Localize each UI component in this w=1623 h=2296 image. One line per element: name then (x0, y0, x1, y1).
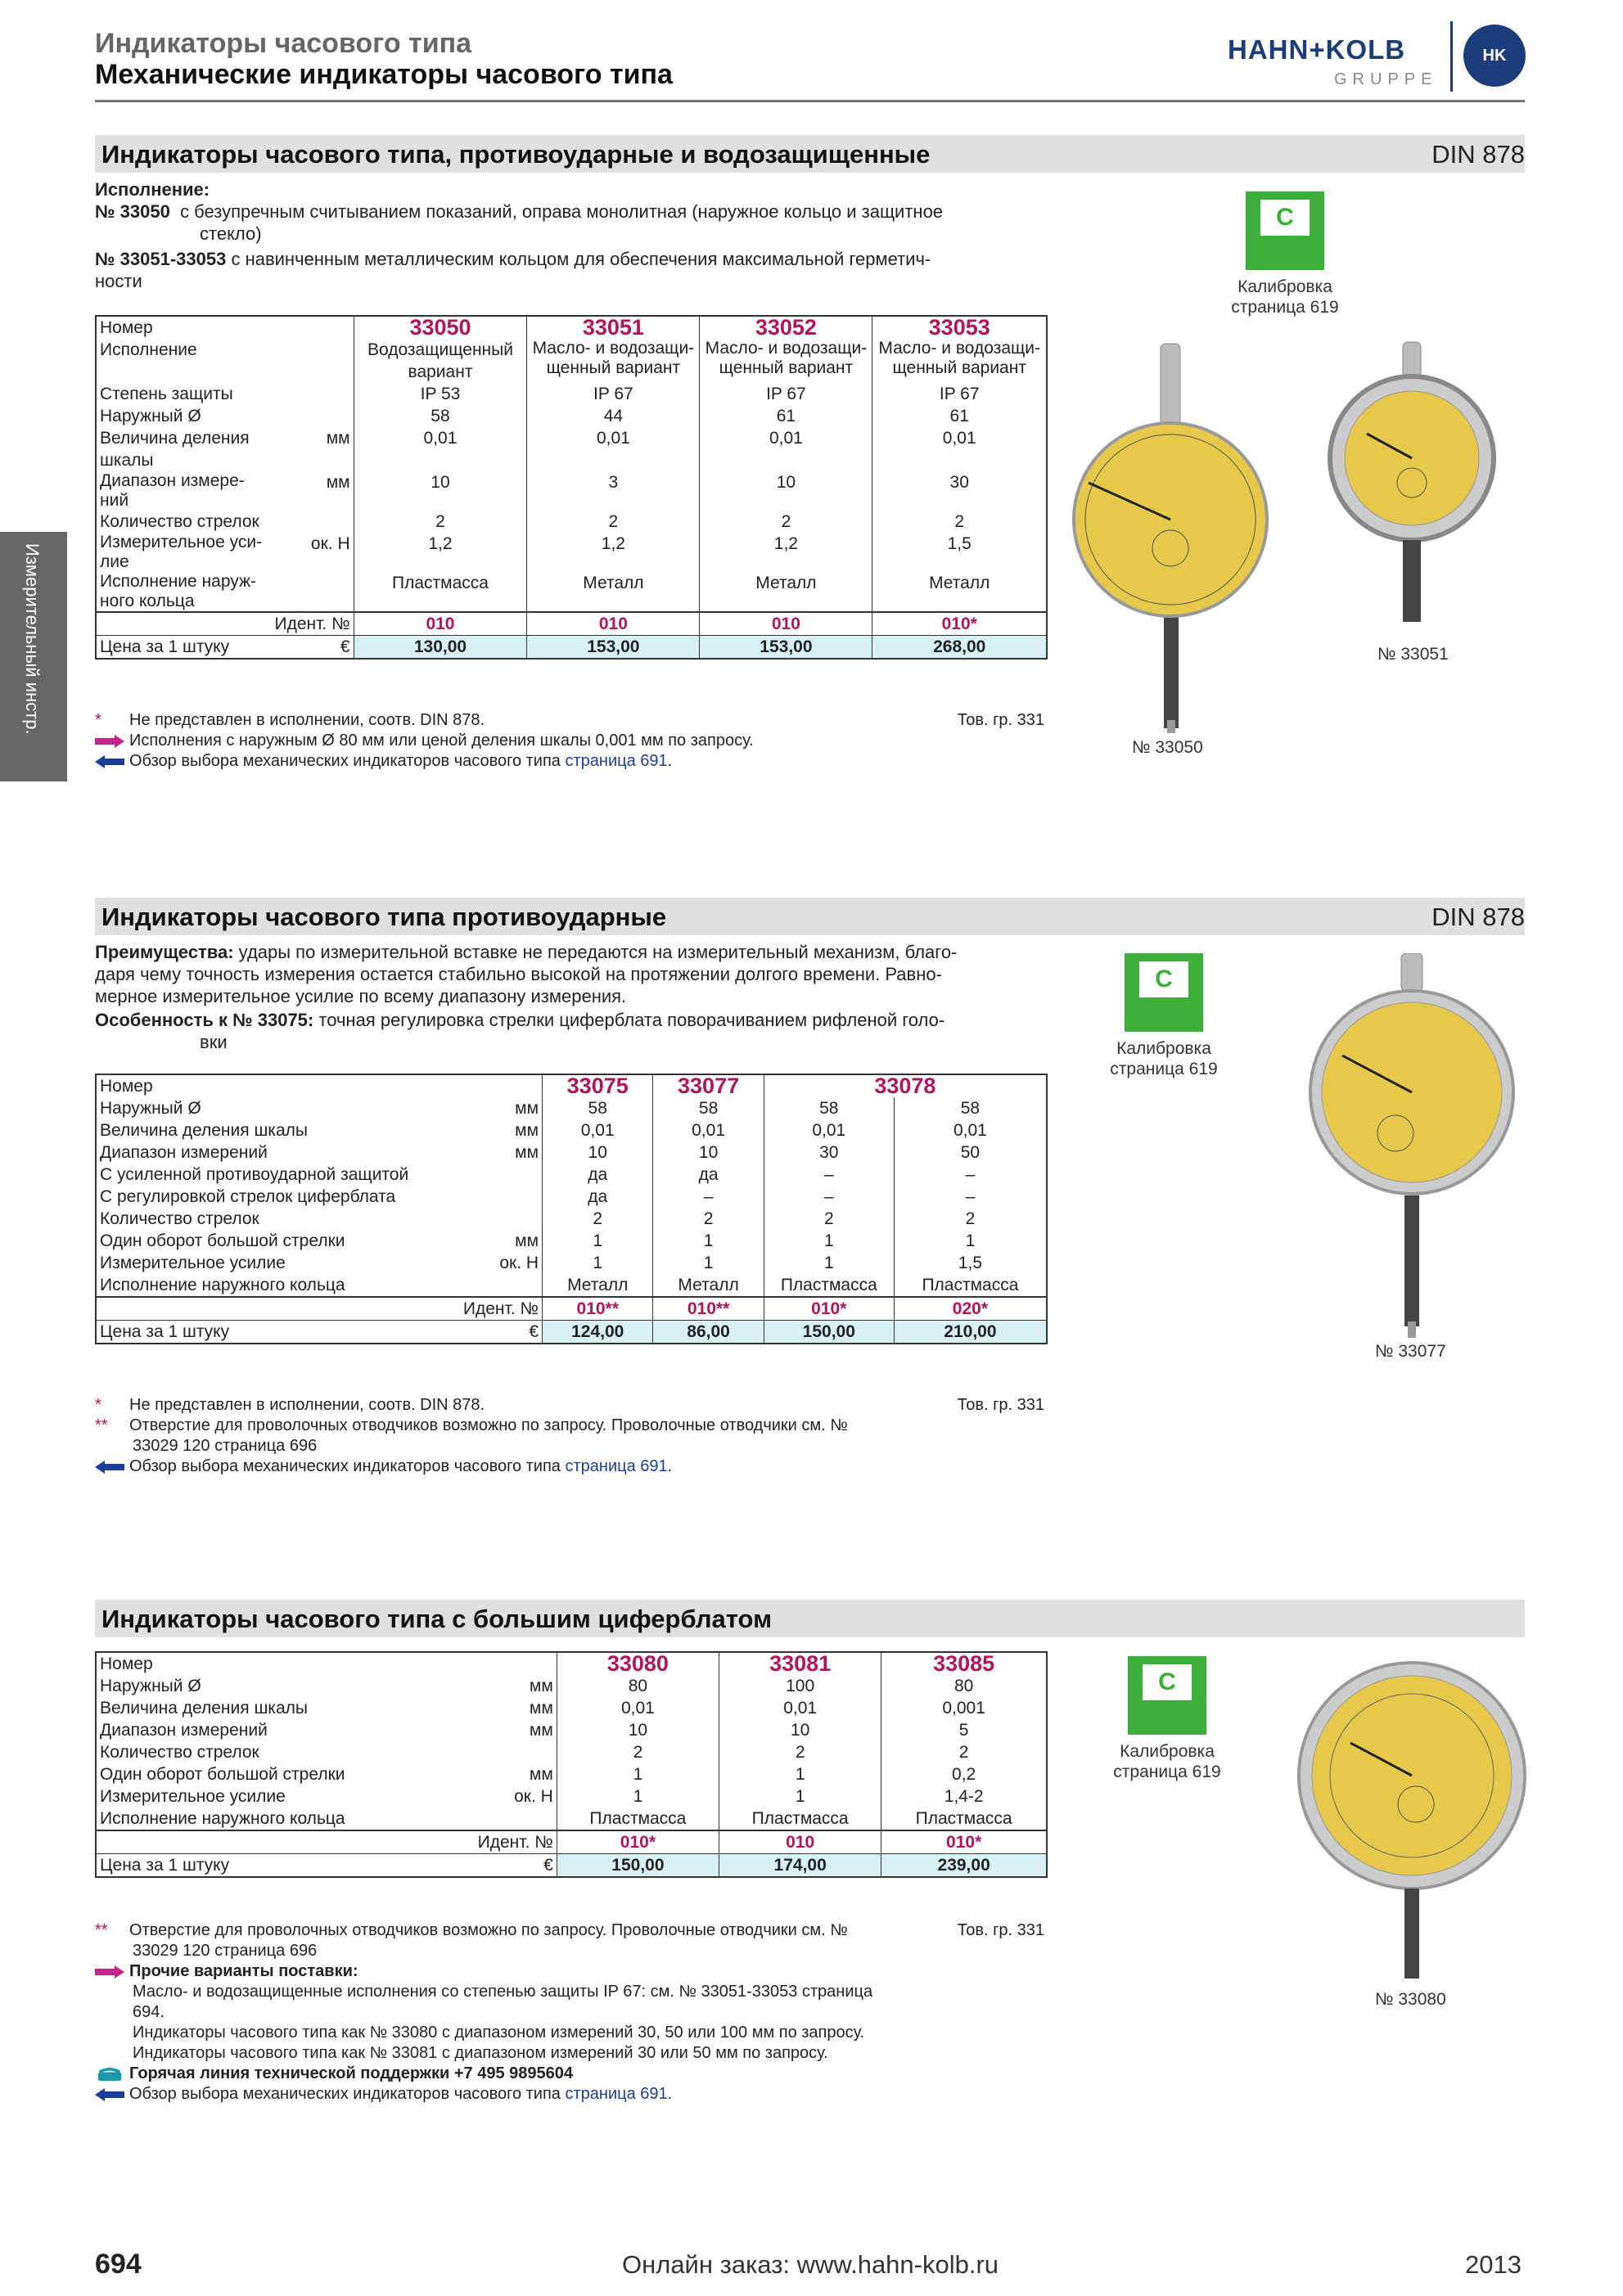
currency-symbol: € (460, 1321, 543, 1344)
calibration-badge[interactable]: C Калибровка страница 619 (1228, 191, 1342, 317)
row-value: 44 (527, 405, 700, 427)
row-value: Масло- и водозащи-щенный вариант (527, 339, 700, 383)
section2-table (95, 1074, 1048, 1344)
row-value: 1 (764, 1252, 894, 1274)
row-unit (475, 1741, 557, 1763)
section1-band (95, 135, 1525, 173)
row-value: Пластмасса (557, 1808, 719, 1830)
row-unit (460, 1208, 543, 1230)
blue-arrow-icon (95, 2088, 124, 2101)
row-unit: мм (515, 1099, 539, 1118)
exec1: № 33050 с безупречным считыванием показаний, оправа монолитная (наружное кольцо и защитное (95, 201, 944, 222)
table-row (96, 1141, 1047, 1164)
row-value: 5 (881, 1719, 1047, 1741)
product-number: 33081 (719, 1652, 881, 1675)
section3-table (95, 1651, 1048, 1878)
row-value: 1 (764, 1230, 894, 1252)
row-value: 0,01 (894, 1119, 1047, 1141)
row-value: Водозащищенный вариант (354, 339, 527, 383)
row-label: Исполнение наруж-ного кольца (100, 572, 257, 610)
row-unit: мм (529, 1721, 553, 1740)
price-value: 150,00 (764, 1321, 894, 1344)
number-label: Номер (100, 1654, 153, 1673)
calibration-badge[interactable]: C Калибровка страница 619 (1110, 1656, 1224, 1782)
table-row (96, 1741, 1047, 1763)
row-value: 2 (719, 1741, 881, 1763)
table-row (96, 572, 1047, 612)
table-row (96, 511, 1047, 533)
row-value: – (894, 1164, 1047, 1186)
header-title: Механические индикаторы часового типа (95, 59, 673, 90)
row-label: Диапазон измере-ний (100, 471, 245, 510)
row-value: Пластмасса (894, 1274, 1047, 1297)
row-value: 2 (543, 1208, 653, 1230)
hahn-kolb-logo (1228, 21, 1531, 95)
row-value: Пластмасса (764, 1274, 894, 1297)
s3-hotline: Горячая линия технической поддержки +7 495 9895604 (95, 2064, 1044, 2084)
product-number: 33080 (557, 1652, 719, 1675)
ident-value: 010 (354, 612, 527, 636)
table-row (96, 1719, 1047, 1741)
row-value: Металл (543, 1274, 653, 1297)
blue-arrow-icon (95, 755, 124, 768)
ident-row (96, 1297, 1047, 1321)
row-value: 1,5 (894, 1252, 1047, 1274)
row-value: IP 67 (700, 383, 872, 405)
ident-value: 010* (881, 1830, 1047, 1854)
row-unit: мм (515, 1143, 539, 1162)
ident-empty (96, 612, 271, 636)
row-unit: ок. Н (514, 1787, 553, 1806)
logo-mark: HK (1463, 25, 1526, 87)
row-value: 3 (527, 471, 700, 511)
ident-label: Идент. № (475, 1830, 557, 1854)
row-value: 1 (543, 1252, 653, 1274)
section3-band (95, 1600, 1525, 1637)
price-label: Цена за 1 штуку (96, 1854, 475, 1878)
number-label: Номер (100, 1077, 153, 1096)
s2-note2b: 33029 120 страница 696 (133, 1437, 318, 1455)
caption-33050: № 33050 (1132, 738, 1203, 757)
s1-note3[interactable]: Обзор выбора механических индикаторов часового типа страница 691. (95, 751, 1044, 772)
row-value: 58 (354, 405, 527, 427)
row-value: 10 (653, 1141, 764, 1164)
s2-note1: * Не представлен в исполнении, соотв. DIN 878. Тов. гр. 331 (95, 1396, 1044, 1414)
section1-din: DIN 878 (1431, 140, 1525, 169)
row-value: 0,01 (872, 427, 1047, 471)
logo-text: HAHN+KOLB (1228, 34, 1406, 65)
calibration-c-icon: C (1128, 1656, 1206, 1735)
ident-row (96, 1830, 1047, 1854)
row-label: Величина деления шкалы (100, 429, 250, 470)
row-value: Металл (527, 572, 700, 612)
row-label: Диапазон измерений (100, 1143, 268, 1162)
row-label: Степень защиты (100, 385, 233, 403)
row-value: 0,01 (543, 1119, 653, 1141)
gauge-33080-image (1293, 1653, 1531, 1988)
row-value: да (653, 1164, 764, 1186)
pink-arrow-icon (95, 735, 124, 748)
adv-line1: Преимущества: удары по измерительной вставке не передаются на измерительный механизм, благо- (95, 942, 958, 962)
row-value: Металл (700, 572, 872, 612)
row-value: 1 (653, 1230, 764, 1252)
ident-label: Идент. № (460, 1297, 543, 1321)
section2-intro (95, 941, 1044, 1053)
table-row (96, 1763, 1047, 1785)
s3-other1b: 694. (133, 2003, 165, 2021)
table-row (96, 1252, 1047, 1274)
row-unit (271, 511, 354, 533)
ident-row (96, 612, 1047, 636)
row-label: Диапазон измерений (100, 1721, 268, 1740)
table-row (96, 1097, 1047, 1119)
row-value: 0,01 (700, 427, 872, 471)
table-row (96, 471, 1047, 511)
adv-line2: даря чему точность измерения остается стабильно высокой на протяжении долгого времени. Равно- (95, 964, 942, 984)
ident-label: Идент. № (271, 612, 354, 636)
side-tab-label: Измерительный инстр. (22, 543, 43, 735)
section1-title: Индикаторы часового типа, противоударные и водозащищенные (101, 140, 931, 169)
price-value: 268,00 (872, 636, 1047, 660)
row-value: 1 (653, 1252, 764, 1274)
row-unit: мм (515, 1231, 539, 1250)
row-value: – (764, 1164, 894, 1186)
row-value: IP 67 (872, 383, 1047, 405)
ident-value: 020* (894, 1297, 1047, 1321)
row-value: 0,01 (354, 427, 527, 471)
section2-notes (95, 1395, 1044, 1477)
s3-other-heading: Прочие варианты поставки: (95, 1961, 1044, 1982)
product-number: 33050 (354, 316, 527, 339)
section2-din: DIN 878 (1431, 903, 1525, 931)
row-unit (460, 1274, 543, 1297)
ident-value: 010* (764, 1297, 894, 1321)
product-number: 33053 (872, 316, 1047, 339)
table-row (96, 427, 1047, 471)
exec-heading: Исполнение: (95, 179, 210, 200)
row-label: С регулировкой стрелок циферблата (100, 1187, 396, 1206)
row-value: 58 (653, 1097, 764, 1119)
row-value: 0,01 (764, 1119, 894, 1141)
row-value: 10 (543, 1141, 653, 1164)
s2-note3[interactable]: Обзор выбора механических индикаторов часового типа страница 691. (95, 1456, 1044, 1477)
catalog-year: 2013 (1465, 2250, 1522, 2279)
row-unit (271, 572, 354, 612)
calibration-badge[interactable]: C Калибровка страница 619 (1107, 953, 1221, 1079)
table-row (96, 1697, 1047, 1719)
table-row (96, 339, 1047, 383)
row-value: 2 (527, 511, 700, 533)
row-value: 1,2 (700, 533, 872, 572)
row-value: Металл (653, 1274, 764, 1297)
exec1-cont: стекло) (200, 223, 262, 244)
row-value: 0,01 (527, 427, 700, 471)
row-value: 10 (700, 471, 872, 511)
row-value: 61 (700, 405, 872, 427)
row-unit: мм (326, 429, 350, 448)
row-label: Исполнение (100, 340, 197, 359)
row-value: 50 (894, 1141, 1047, 1164)
row-value: 1 (894, 1230, 1047, 1252)
row-unit: мм (529, 1765, 553, 1784)
row-value: 0,01 (719, 1697, 881, 1719)
row-value: Пластмасса (719, 1808, 881, 1830)
price-value: 153,00 (527, 636, 700, 660)
row-label: Исполнение наружного кольца (100, 1809, 345, 1828)
ident-value: 010 (700, 612, 872, 636)
gauge-33050-image (1064, 335, 1277, 736)
row-value: 10 (719, 1719, 881, 1741)
s3-note3[interactable]: Обзор выбора механических индикаторов часового типа страница 691. (95, 2084, 1044, 2105)
calibration-c-icon: C (1125, 953, 1203, 1032)
row-value: Пластмасса (881, 1808, 1047, 1830)
row-value: 2 (872, 511, 1047, 533)
section2-band (95, 898, 1525, 935)
row-label: Исполнение наружного кольца (100, 1276, 345, 1294)
row-unit: ок. Н (310, 534, 350, 553)
s2-note2: ** Отверстие для проволочных отводчиков возможно по запросу. Проволочные отводчики см. № (95, 1416, 848, 1434)
row-label: Измерительное усилие (100, 1254, 286, 1272)
row-value: да (543, 1164, 653, 1186)
row-unit (271, 405, 354, 427)
product-number: 33075 (543, 1074, 653, 1097)
caption-33051: № 33051 (1377, 645, 1449, 664)
section3-notes (95, 1920, 1044, 2105)
row-value: 30 (764, 1141, 894, 1164)
row-unit (271, 339, 354, 383)
ident-value: 010 (527, 612, 700, 636)
row-unit: мм (515, 1121, 539, 1140)
phone-icon (95, 2068, 124, 2081)
row-value: 1 (543, 1230, 653, 1252)
row-unit (475, 1808, 557, 1830)
logo-sub: GRUPPE (1334, 70, 1438, 88)
feat-line2: вки (200, 1032, 228, 1052)
row-label: Наружный Ø (100, 407, 201, 425)
row-value: 2 (557, 1741, 719, 1763)
section1-execution (95, 178, 1044, 292)
row-unit (460, 1186, 543, 1208)
row-unit: ок. Н (499, 1254, 539, 1272)
price-row (96, 1321, 1047, 1344)
section3-title: Индикаторы часового типа с большим циферблатом (101, 1605, 773, 1633)
row-value: 80 (557, 1675, 719, 1697)
row-value: 58 (764, 1097, 894, 1119)
row-value: 0,001 (881, 1697, 1047, 1719)
ident-value: 010* (557, 1830, 719, 1854)
row-unit (271, 383, 354, 405)
price-row (96, 1854, 1047, 1878)
table-row (96, 1785, 1047, 1808)
price-row (96, 636, 1047, 660)
row-value: – (894, 1186, 1047, 1208)
number-label: Номер (100, 318, 153, 337)
row-value: 1 (719, 1763, 881, 1785)
row-value: 61 (872, 405, 1047, 427)
row-label: Один оборот большой стрелки (100, 1231, 345, 1250)
row-label: Наружный Ø (100, 1099, 201, 1118)
price-value: 86,00 (653, 1321, 764, 1344)
product-number: 33077 (653, 1074, 764, 1097)
row-label: Один оборот большой стрелки (100, 1765, 345, 1784)
row-label: С усиленной противоударной защитой (100, 1165, 409, 1184)
row-label: Количество стрелок (100, 512, 259, 531)
table-row (96, 1119, 1047, 1141)
header-category: Индикаторы часового типа (95, 28, 472, 59)
s3-other1: Масло- и водозащищенные исполнения со степенью защиты IP 67: см. № 33051-33053 страница (133, 1983, 873, 2001)
row-unit: мм (326, 473, 350, 492)
row-value: – (764, 1186, 894, 1208)
gauge-33077-image (1301, 953, 1522, 1354)
ident-empty (96, 1830, 475, 1854)
row-label: Количество стрелок (100, 1743, 259, 1762)
row-value: да (543, 1186, 653, 1208)
table-row (96, 383, 1047, 405)
ident-value: 010** (543, 1297, 653, 1321)
price-value: 210,00 (894, 1321, 1047, 1344)
feat-line1: Особенность к № 33075: точная регулировка стрелки циферблата поворачиванием рифленой голо- (95, 1010, 945, 1030)
row-value: 58 (543, 1097, 653, 1119)
currency-symbol: € (475, 1854, 557, 1878)
price-label: Цена за 1 штуку (96, 636, 271, 660)
row-label: Величина деления шкалы (100, 1121, 308, 1140)
table-row (96, 1675, 1047, 1697)
product-number: 33052 (700, 316, 872, 339)
row-value: 80 (881, 1675, 1047, 1697)
caption-33080: № 33080 (1375, 1990, 1446, 2009)
row-unit: мм (529, 1677, 553, 1695)
blue-arrow-icon (95, 1461, 124, 1474)
row-value: 2 (894, 1208, 1047, 1230)
row-value: 30 (872, 471, 1047, 511)
row-value: 0,2 (881, 1763, 1047, 1785)
row-label: Наружный Ø (100, 1677, 201, 1695)
row-value: 2 (354, 511, 527, 533)
online-order[interactable]: Онлайн заказ: www.hahn-kolb.ru (622, 2250, 999, 2279)
table-row (96, 1164, 1047, 1186)
price-value: 239,00 (881, 1854, 1047, 1878)
row-value: IP 67 (527, 383, 700, 405)
table-row (96, 1208, 1047, 1230)
row-value: IP 53 (354, 383, 527, 405)
exec2: № 33051-33053 с навинченным металлическим кольцом для обеспечения максимальной герметич- (95, 249, 931, 269)
price-value: 124,00 (543, 1321, 653, 1344)
s3-other3: Индикаторы часового типа как № 33081 с диапазоном измерений 30 или 50 мм по запросу. (133, 2044, 828, 2062)
row-value: 58 (894, 1097, 1047, 1119)
ident-value: 010 (719, 1830, 881, 1854)
price-value: 174,00 (719, 1854, 881, 1878)
price-value: 150,00 (557, 1854, 719, 1878)
product-number: 33085 (881, 1652, 1047, 1675)
section1-notes (95, 710, 1044, 772)
number-row (96, 316, 1047, 339)
row-value: Пластмасса (354, 572, 527, 612)
row-value: 2 (653, 1208, 764, 1230)
number-row (96, 1074, 1047, 1097)
price-value: 130,00 (354, 636, 527, 660)
calibration-c-icon: C (1246, 191, 1324, 270)
row-value: 0,01 (557, 1697, 719, 1719)
row-value: 1,4-2 (881, 1785, 1047, 1808)
row-value: Металл (872, 572, 1047, 612)
s1-note1: * Не представлен в исполнении, соотв. DIN 878. Тов. гр. 331 (95, 711, 1044, 729)
table-row (96, 1808, 1047, 1830)
row-value: 1 (557, 1763, 719, 1785)
exec2-cont: ности (95, 271, 142, 291)
row-value: 10 (354, 471, 527, 511)
table-row (96, 1186, 1047, 1208)
s3-note1: ** Отверстие для проволочных отводчиков возможно по запросу. Проволочные отводчики см. № Тов. гр. 331 (95, 1921, 1044, 1939)
ident-value: 010** (653, 1297, 764, 1321)
row-label: Количество стрелок (100, 1209, 259, 1228)
row-value: – (653, 1186, 764, 1208)
price-value: 153,00 (700, 636, 872, 660)
row-value: 2 (700, 511, 872, 533)
table-row (96, 533, 1047, 572)
section1-table (95, 315, 1048, 660)
row-value: 2 (881, 1741, 1047, 1763)
row-value: 100 (719, 1675, 881, 1697)
row-unit: мм (529, 1699, 553, 1717)
row-value: 1,5 (872, 533, 1047, 572)
row-value: 1,2 (527, 533, 700, 572)
row-unit (460, 1164, 543, 1186)
row-value: 10 (557, 1719, 719, 1741)
table-row (96, 405, 1047, 427)
side-tab[interactable] (0, 532, 67, 781)
s3-other2: Индикаторы часового типа как № 33080 с диапазоном измерений 30, 50 или 100 мм по запросу. (133, 2024, 865, 2042)
row-value: 0,01 (653, 1119, 764, 1141)
pink-arrow-icon (95, 1965, 124, 1979)
row-label: Измерительное уси-лие (100, 533, 263, 571)
adv-line3: мерное измерительное усилие по всему диапазону измерения. (95, 986, 627, 1006)
row-value: 1 (557, 1785, 719, 1808)
ident-empty (96, 1297, 460, 1321)
row-value: 2 (764, 1208, 894, 1230)
section2-title: Индикаторы часового типа противоударные (101, 903, 667, 931)
row-label: Величина деления шкалы (100, 1699, 308, 1717)
row-value: Масло- и водозащи-щенный вариант (700, 339, 872, 383)
price-label: Цена за 1 штуку (96, 1321, 460, 1344)
gauge-33051-image (1318, 335, 1506, 630)
s1-note2: Исполнения с наружным Ø 80 мм или ценой деления шкалы 0,001 мм по запросу. (95, 731, 1044, 751)
row-value: Масло- и водозащи-щенный вариант (872, 339, 1047, 383)
number-row (96, 1652, 1047, 1675)
logo-divider (1450, 21, 1453, 92)
product-number: 33078 (764, 1074, 1047, 1097)
row-label: Измерительное усилие (100, 1787, 286, 1806)
table-row (96, 1230, 1047, 1252)
product-number: 33051 (527, 316, 700, 339)
table-row (96, 1274, 1047, 1297)
page-number: 694 (95, 2249, 142, 2280)
header-divider (95, 100, 1525, 102)
s3-note1b: 33029 120 страница 696 (133, 1942, 318, 1960)
row-value: 1 (719, 1785, 881, 1808)
ident-value: 010* (872, 612, 1047, 636)
caption-33077: № 33077 (1375, 1342, 1446, 1361)
currency-symbol: € (271, 636, 354, 660)
row-value: 1,2 (354, 533, 527, 572)
